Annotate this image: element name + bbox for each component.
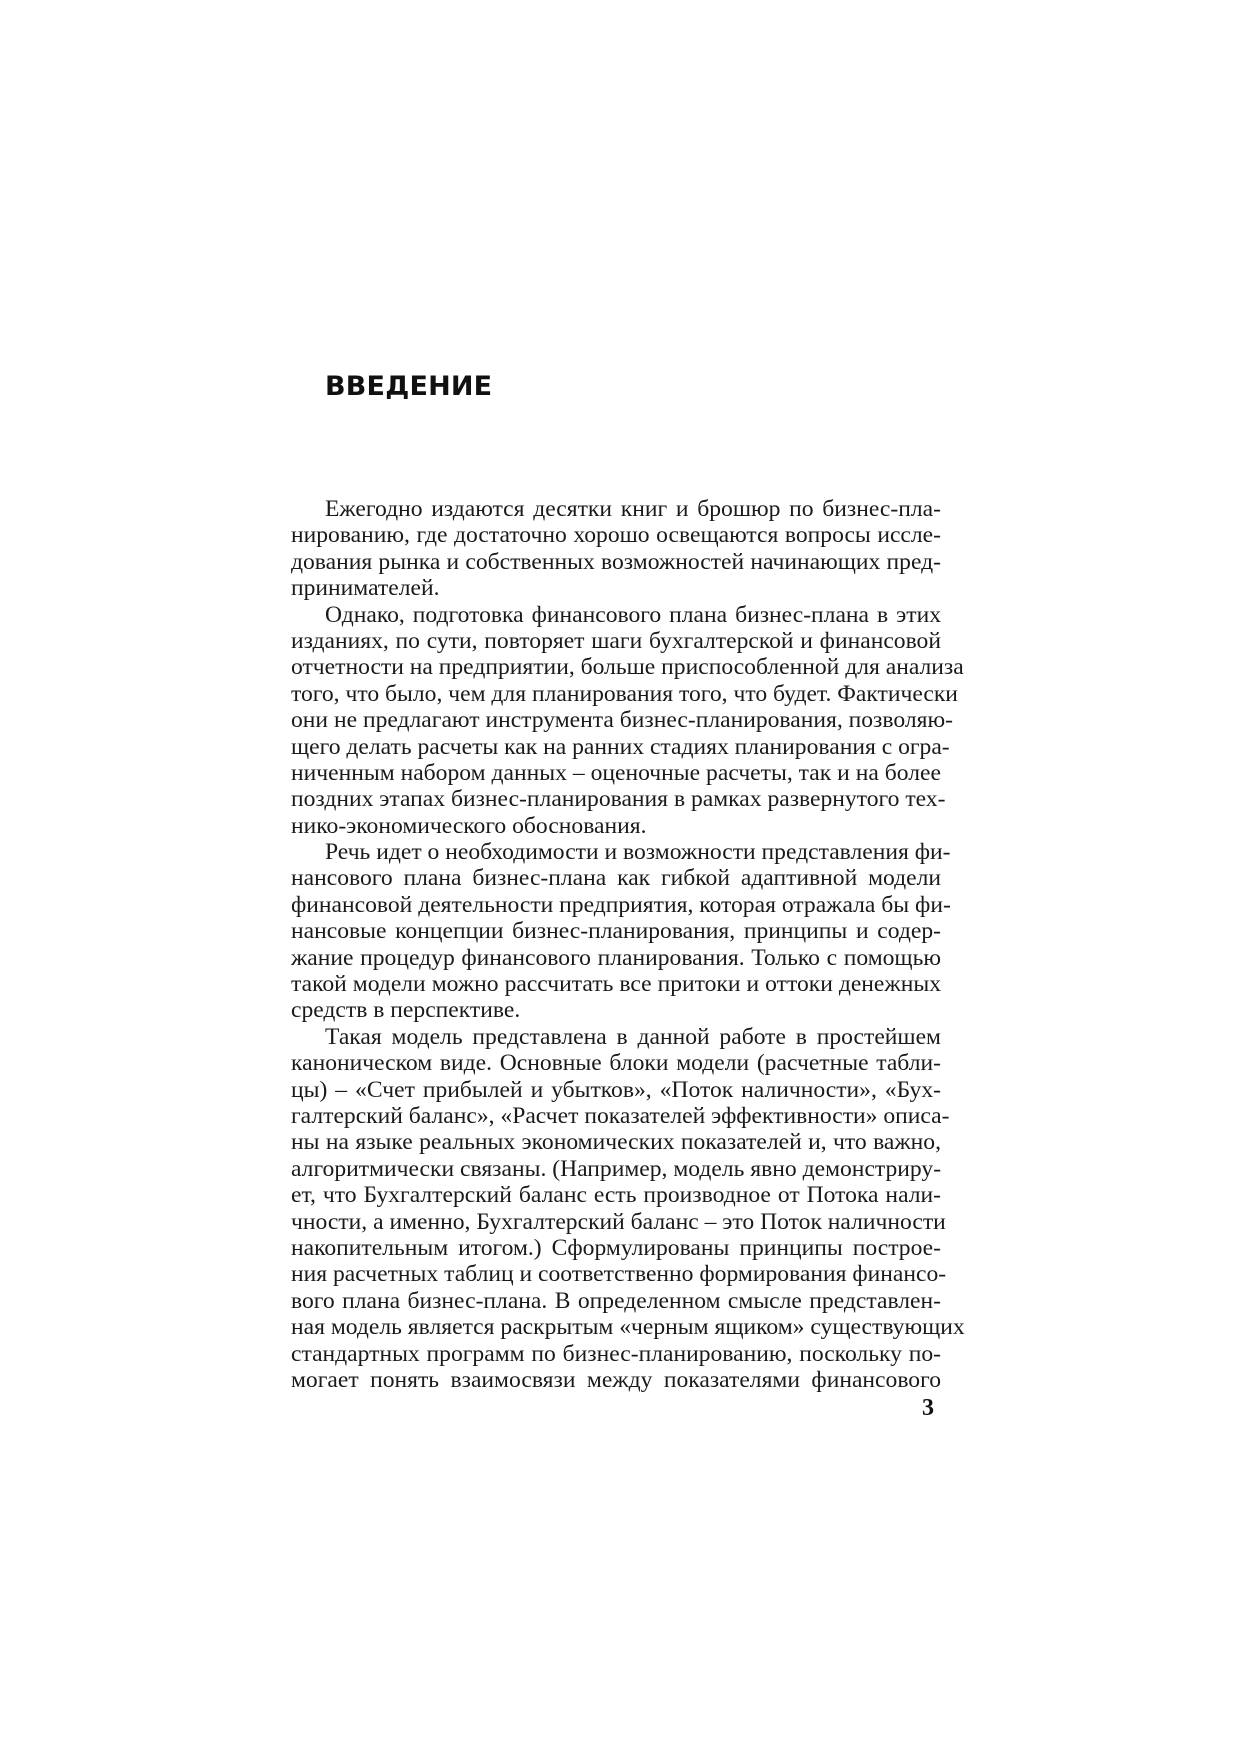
page-number: 3 (922, 1395, 934, 1421)
paragraph-2-line-5: они не предлагают инструмента бизнес-планирования, позволяю- (291, 707, 953, 734)
paragraph-2-line-8: поздних этапах бизнес-планирования в рамках развернутого тех- (291, 786, 946, 813)
paragraph-3-line-6: такой модели можно рассчитать все притоки и оттоки денежных (291, 971, 941, 998)
chapter-heading: ВВЕДЕНИЕ (325, 371, 493, 402)
paragraph-4-line-10: ния расчетных таблиц и соответственно формирования финансо- (291, 1261, 947, 1288)
paragraph-4-line-2: каноническом виде. Основные блоки модели (расчетные табли- (291, 1050, 941, 1077)
body-text (291, 496, 965, 1393)
paragraph-2-line-6: щего делать расчеты как на ранних стадиях планирования с огра- (291, 733, 950, 760)
paragraph-1-line-4: принимателей. (291, 575, 440, 602)
paragraph-1-line-2: нированию, где достаточно хорошо освещаются вопросы иссле- (291, 522, 941, 549)
paragraph-3-line-3: финансовой деятельности предприятия, которая отражала бы фи- (291, 891, 951, 918)
paragraph-4-line-8: чности, а именно, Бухгалтерский баланс – это Поток наличности (291, 1208, 946, 1235)
paragraph-4-line-11: вого плана бизнес-плана. В определенном смысле представлен- (291, 1287, 941, 1314)
paragraph-3-line-7: средств в перспективе. (291, 997, 521, 1024)
paragraph-4-line-1: Такая модель представлена в данной работе в простейшем (325, 1023, 941, 1050)
paragraph-4-line-4: галтерский баланс», «Расчет показателей эффективности» описа- (291, 1102, 950, 1129)
paragraph-3-line-5: жание процедур финансового планирования. Только с помощью (291, 944, 941, 971)
paragraph-3-line-4: нансовые концепции бизнес-планирования, принципы и содер- (291, 918, 941, 945)
paragraph-2-line-4: того, что было, чем для планирования того, что будет. Фактически (291, 680, 958, 707)
paragraph-2-line-3: отчетности на предприятии, больше приспособленной для анализа (291, 654, 964, 681)
paragraph-1-line-3: дования рынка и собственных возможностей начинающих пред- (291, 548, 941, 575)
paragraph-2-line-2: изданиях, по сути, повторяет шаги бухгалтерской и финансовой (291, 627, 941, 654)
paragraph-2-line-1: Однако, подготовка финансового плана бизнес-плана в этих (325, 601, 941, 628)
paragraph-2-line-7: ниченным набором данных – оценочные расчеты, так и на более (291, 759, 941, 786)
paragraph-1-line-1: Ежегодно издаются десятки книг и брошюр по бизнес-пла- (325, 496, 941, 522)
paragraph-4-line-9: накопительным итогом.) Сформулированы принципы построе- (291, 1234, 941, 1261)
paragraph-4-line-13: стандартных программ по бизнес-планированию, поскольку по- (291, 1340, 941, 1367)
paragraph-4-line-5: ны на языке реальных экономических показателей и, что важно, (291, 1129, 941, 1156)
paragraph-4-line-6: алгоритмически связаны. (Например, модель явно демонстриру- (291, 1155, 942, 1182)
paragraph-2-line-9: нико-экономического обоснования. (291, 812, 647, 839)
paragraph-4-line-3: цы) – «Счет прибылей и убытков», «Поток наличности», «Бух- (291, 1076, 941, 1103)
paragraph-3-line-1: Речь идет о необходимости и возможности представления фи- (325, 839, 951, 866)
paragraph-4-line-12: ная модель является раскрытым «черным ящиком» существующих (291, 1314, 965, 1341)
paragraph-3-line-2: нансового плана бизнес-плана как гибкой адаптивной модели (291, 865, 941, 892)
paragraph-4-line-7: ет, что Бухгалтерский баланс есть производное от Потока нали- (291, 1182, 941, 1209)
paragraph-4-line-14: могает понять взаимосвязи между показателями финансового (291, 1366, 941, 1393)
